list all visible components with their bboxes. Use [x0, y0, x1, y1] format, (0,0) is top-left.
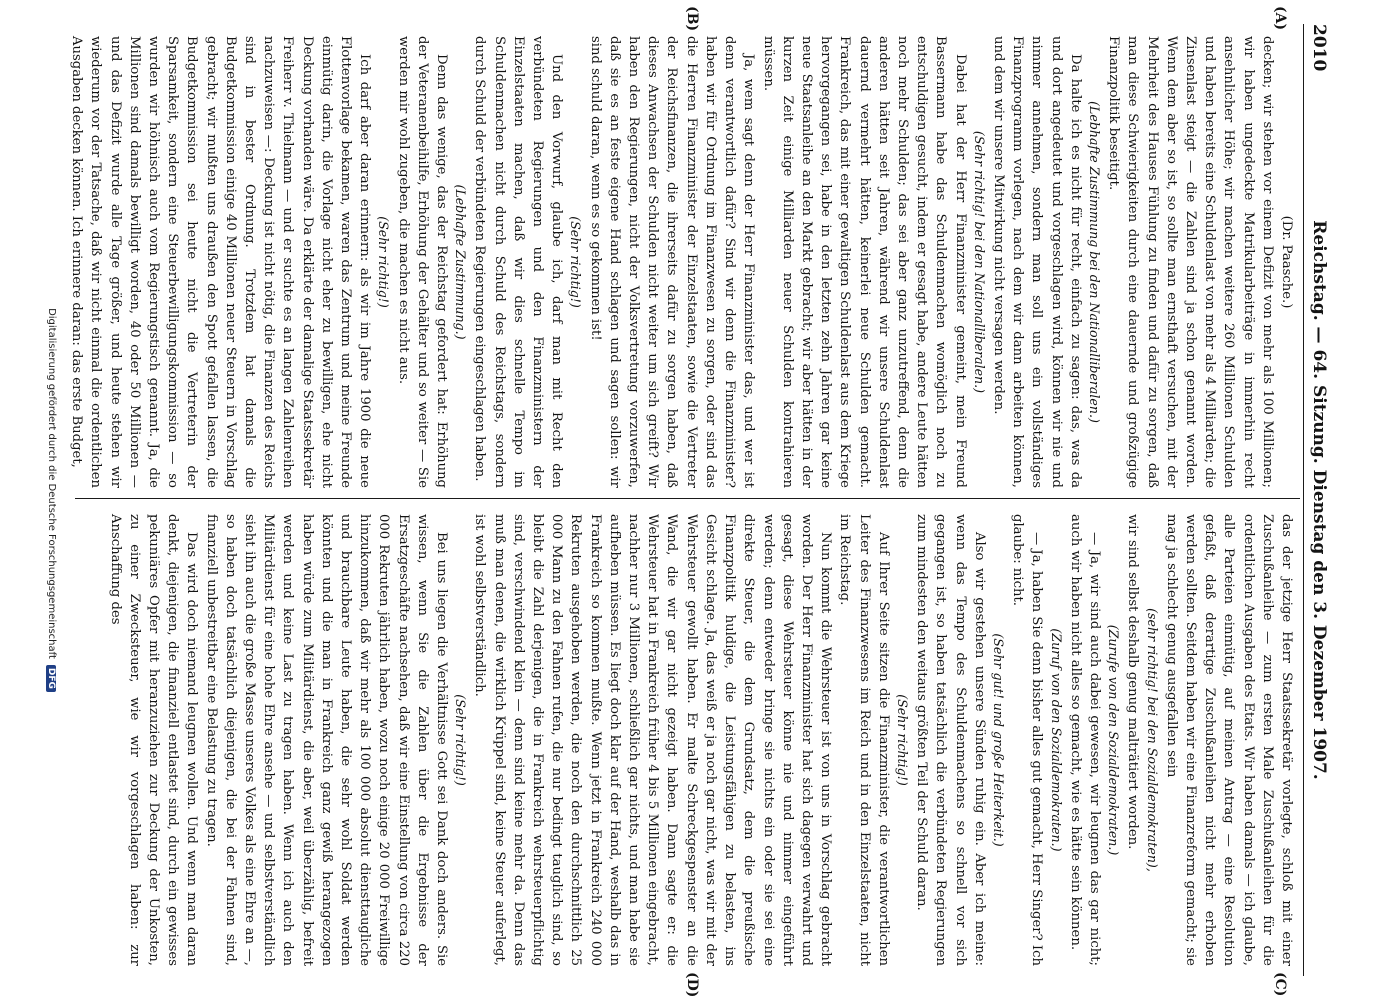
margin-marker-a: (A) — [1272, 6, 1288, 31]
interjection: (Sehr richtig! bei den Nationalliberalen.) — [971, 130, 987, 394]
paragraph: Dabei hat der Herr Finanzminister gemeint, mein Freund Bassermann habe das Schuldenmachen womöglich noch zu entschuldigen gesucht, indem er gesagt habe, andere Leute hätten noch mehr Schulden; das sei aber ganz unzutreffend, denn die anderen hätten seit Jahren, während wir unsere Schuldenlast dauernd vermehrt hätten, keinerlei neue Schulden gemacht. Frankreich, das mit einer gewaltigen Schuldenlast aus dem Kriege hervorgegangen sei, habe in den letzten zehn Jahren gar keine neue Staatsanleihe an den Markt gebracht; wir aber hätten in der kurzen Zeit einige Milliarden neuer Schulden kontrahieren müssen. — [760, 36, 968, 488]
paragraph: Auf Ihrer Seite sitzen die Finanzminister, die verantwortlichen Leiter des Finanzwesens im Reich und in den Einzelstaaten, nicht im Reichstag. — [837, 514, 891, 966]
page-header — [1306, 24, 1332, 976]
interjection: (Sehr richtig!) — [568, 216, 584, 308]
interjection: (Sehr richtig!) — [376, 216, 392, 308]
interjection: (Sehr richtig!) — [453, 694, 469, 786]
page-running-title: Reichstag. — 64. Sitzung. Dienstag den 3. Dezember 1907. — [1309, 220, 1329, 780]
interjection: (sehr richtig! bei den Sozialdemokraten), — [1144, 608, 1160, 872]
digitization-credit — [46, 0, 57, 1000]
paragraph: Und den Vorwurf, glaube ich, darf man mit Recht den verbündeten Regierungen und den Finanzministern der Einzelstaaten machen, daß wir dies schnelle Tempo im Schuldenmachen nicht durch Schuld des Reichstags, sondern durch Schuld der verbündeten Regierungen eingeschlagen haben. — [472, 36, 565, 488]
header-rule — [1303, 24, 1304, 976]
left-column — [69, 36, 1296, 488]
interjection: (Sehr gut! und große Heiterkeit.) — [990, 633, 1006, 847]
interjection: (Lebhafte Zustimmung.) — [453, 184, 469, 340]
document-page — [40, 0, 1340, 1000]
credit-text: Digitalisierung gefördert durch die Deutsche Forschungsgemeinschaft — [46, 308, 57, 659]
paragraph: Ich darf aber daran erinnern: als wir im Jahre 1900 die neue Flottenvorlage bekamen, waren das Zentrum und meine Freunde einmütig darin, die Vorlage nicht eher zu bewilligen, ehe nicht Deckung vorhanden wäre. Da erklärte der damalige Staatssekretär Freiherr v. Thielmann — und er suchte es an langen Zahlenreihen nachzuweisen —: Deckung ist nicht nötig, die Finanzen des Reichs sind in bester Ordnung. Trotzdem hat damals die Budgetkommission einige 40 Millionen neuer Steuern in Vorschlag gebracht; wir mußten uns draußen den Spott gefallen lassen, die Budgetkommission sei heute nicht die Vertreterin der Sparsamkeit, sondern eine Steuerbewilligungskommission — so wurden wir höhnisch auch vom Regierungstisch genannt. Ja, die Millionen sind damals bewilligt worden, 40 oder 50 Millionen — und das Defizit wurde alle Tage größer, und heute stehen wir wiederum vor der Tatsache, daß wir nicht einmal die ordentlichen Ausgaben decken können. Ich erinnere daran: das erste Budget, — [69, 36, 373, 488]
margin-marker-c: (C) — [1272, 972, 1288, 997]
paragraph: Ja, wem sagt denn der Herr Finanzminister das, und wer ist denn verantwortlich dafür? Sind wir denn die Finanzminister? haben wir für Ordnung im Finanzwesen zu sorgen, oder sind das die Herren Finanzminister der Einzelstaaten, sowie die Vertreter der Reichsfinanzen, die ihrerseits dafür zu sorgen haben, daß dieses Anwachsen der Schulden nicht weiter um sich greift? Wir haben den Regierungen, nicht der Volksvertretung vorzuwerfen, daß sie es an feste eigene Hand schlagen und sagen sollen: wir sind schuld daran, wenn es so gekommen ist! — [587, 36, 757, 488]
interjection: (Sehr richtig!) — [894, 694, 910, 786]
interjection: (Lebhafte Zustimmung bei den Nationalliberalen.) — [1086, 101, 1102, 423]
right-column — [76, 514, 1296, 966]
interjection: (Zurufe von den Sozialdemokraten.) — [1106, 624, 1122, 856]
paragraph: Bei uns liegen die Verhältnisse Gott sei Dank doch anders. Sie wissen, wenn Sie die Zahlen über die Ergebnisse der Ersatzgeschäfte nachsehen, daß wir eine Einstellung von circa 220 000 Rekruten jährlich haben, wozu noch einige 20 000 Freiwillige hinzukommen, daß wir mehr als 100 000 absolut diensttaugliche und brauchbare Leute haben, die sehr wohl Soldat werden könnten und die man in Frankreich ganz gewiß herangezogen haben würde zum Militärdienst, die aber, weil überzählig, befreit werden und keine Last zu tragen haben. Wenn ich auch den Militärdienst für eine hohe Ehre ansehe — und selbstverständlich sieht ihn auch die große Masse unseres Volkes als eine Ehre an —, so haben doch tatsächlich diejenigen, die bei der Fahnen sind, finanziell unbestreitbar eine Belastung zu tragen. — [203, 514, 450, 966]
paragraph: Also wir gestehen unsere Sünden ruhig ein. Aber ich meine: wenn das Tempo des Schuldenmachens so schnell vor sich gegangen ist, so haben tatsächlich die verbündeten Regierungen zum mindesten den weitaus größten Teil der Schuld daran. — [914, 514, 987, 966]
margin-marker-b: (B) — [684, 6, 700, 32]
paragraph: Nun kommt die Wehrsteuer ist von uns in Vorschlag gebracht worden. Der Herr Finanzminister hat sich dagegen verwahrt und gesagt, diese Wehrsteuer könne nie und nimmer eingeführt werden; denn entweder bringe sie nichts ein oder sie sei eine direkte Steuer, die dem Grundsatz, dem die preußische Finanzpolitik huldige, die Leistungsfähigen zu belasten, ins Gesicht schlage. Ja, das weiß er ja noch gar nicht, was wir mit der Wehrsteuer gewollt haben. Er malte Schreckgespenster an die Wand, die wir gar nicht gezeigt haben. Dann sagte er: die Wehrsteuer hat in Frankreich früher 4 bis 5 Millionen eingebracht, nachher nur 3 Millionen, schließlich gar nichts, und man habe sie aufheben müssen. Es liegt doch klar auf der Hand, weshalb das in Frankreich so kommen mußte. Wenn jetzt in Frankreich 240 000 Rekruten ausgehoben werden, die noch den durchschnittlich 25 000 Mann zu den Fahnen rufen, die nur bedingt tauglich sind, so bleibt die Zahl derjenigen, die in Frankreich wehrsteuerpflichtig sind, verschwindend klein — denn sind keine mehr da. Denn das muß man denen, die wirklich Krüppel sind, keine Steuer auferlegt, ist wohl selbstverständlich. — [472, 514, 834, 966]
paragraph: decken; wir stehen vor einem Defizit von mehr als 100 Millionen; wir haben ungedeckte Matrikularbeiträge in immerhin recht ansehnlicher Höhe; wir machen weitere 260 Millionen Schulden und haben bereits eine Schuldenlast von mehr als 4 Milliarden; die Zinsenlast steigt — die Zahlen sind ja schon genannt worden. Wenn dem aber so ist, so sollte man ernsthaft versuchen, mit der Mehrheit des Hauses Fühlung zu finden und dafür zu sorgen, daß man diese Schwierigkeiten durch eine dauernde und großzügige Finanzpolitik beseitigt. — [1106, 36, 1275, 488]
column-divider — [75, 498, 1300, 499]
paragraph: das der jetzige Herr Staatssekretär vorlegte, schloß mit einer Zuschußanleihe — zum ersten Male Zuschußanleihen für die ordentlichen Ausgaben des Etats. Wir haben damals — ich glaube, alle Parteien einmütig, auf meinen Antrag — eine Resolution gefaßt, daß derartige Zuschußanleihen nicht mehr erhoben werden sollten. Seitdem haben wir eine Finanzreform gemacht; sie mag ja schlecht genug ausgefallen sein — [1163, 514, 1294, 966]
paragraph: — Ja, haben Sie denn bisher alles gut gemacht, Herr Singer? Ich glaube: nicht. — [1010, 514, 1045, 966]
speaker-label: (Dr. Paasche.) — [1279, 215, 1294, 309]
margin-marker-d: (D) — [684, 972, 700, 998]
page-number: 2010 — [1309, 24, 1329, 72]
dfg-logo: DFG — [46, 665, 56, 692]
paragraph: — Ja, wir sind auch dabei gewesen, wir leugnen das gar nicht; auch wir haben nicht alles so gemacht, wie es hätte sein können. — [1067, 514, 1102, 966]
paragraph: Denn das wenige, das der Reichstag gefordert hat: Erhöhung der Veteranenbeihilfe, Erhöhung der Gehälter und so weiter — Sie werden mir wohl zugeben, die machen es nicht aus. — [395, 36, 450, 488]
paragraph: Da halte ich es nicht für recht, einfach zu sagen: das, was da und dort angedeutet und vorgeschlagen wird, können wir nie und nimmer annehmen, sondern man soll uns ein vollständiges Finanzprogramm vorlegen, nach dem wir dann arbeiten können, und dem wir unsere Mitwirkung nicht versagen werden. — [990, 36, 1083, 488]
paragraph: wir sind selbst deshalb genug malträtiert worden. — [1125, 514, 1141, 850]
interjection: (Zuruf von den Sozialdemokraten.) — [1048, 628, 1064, 852]
paragraph: Das wird doch niemand leugnen wollen. Und wenn man daran denkt, diejenigen, die finanziell entlastet sind, durch ein gewisses pekuniäres Opfer mit heranzuziehen zur Deckung der Unkosten, zu einer Zwecksteuer, wie wir vorgeschlagen haben: zur Anschaffung des — [107, 514, 200, 966]
